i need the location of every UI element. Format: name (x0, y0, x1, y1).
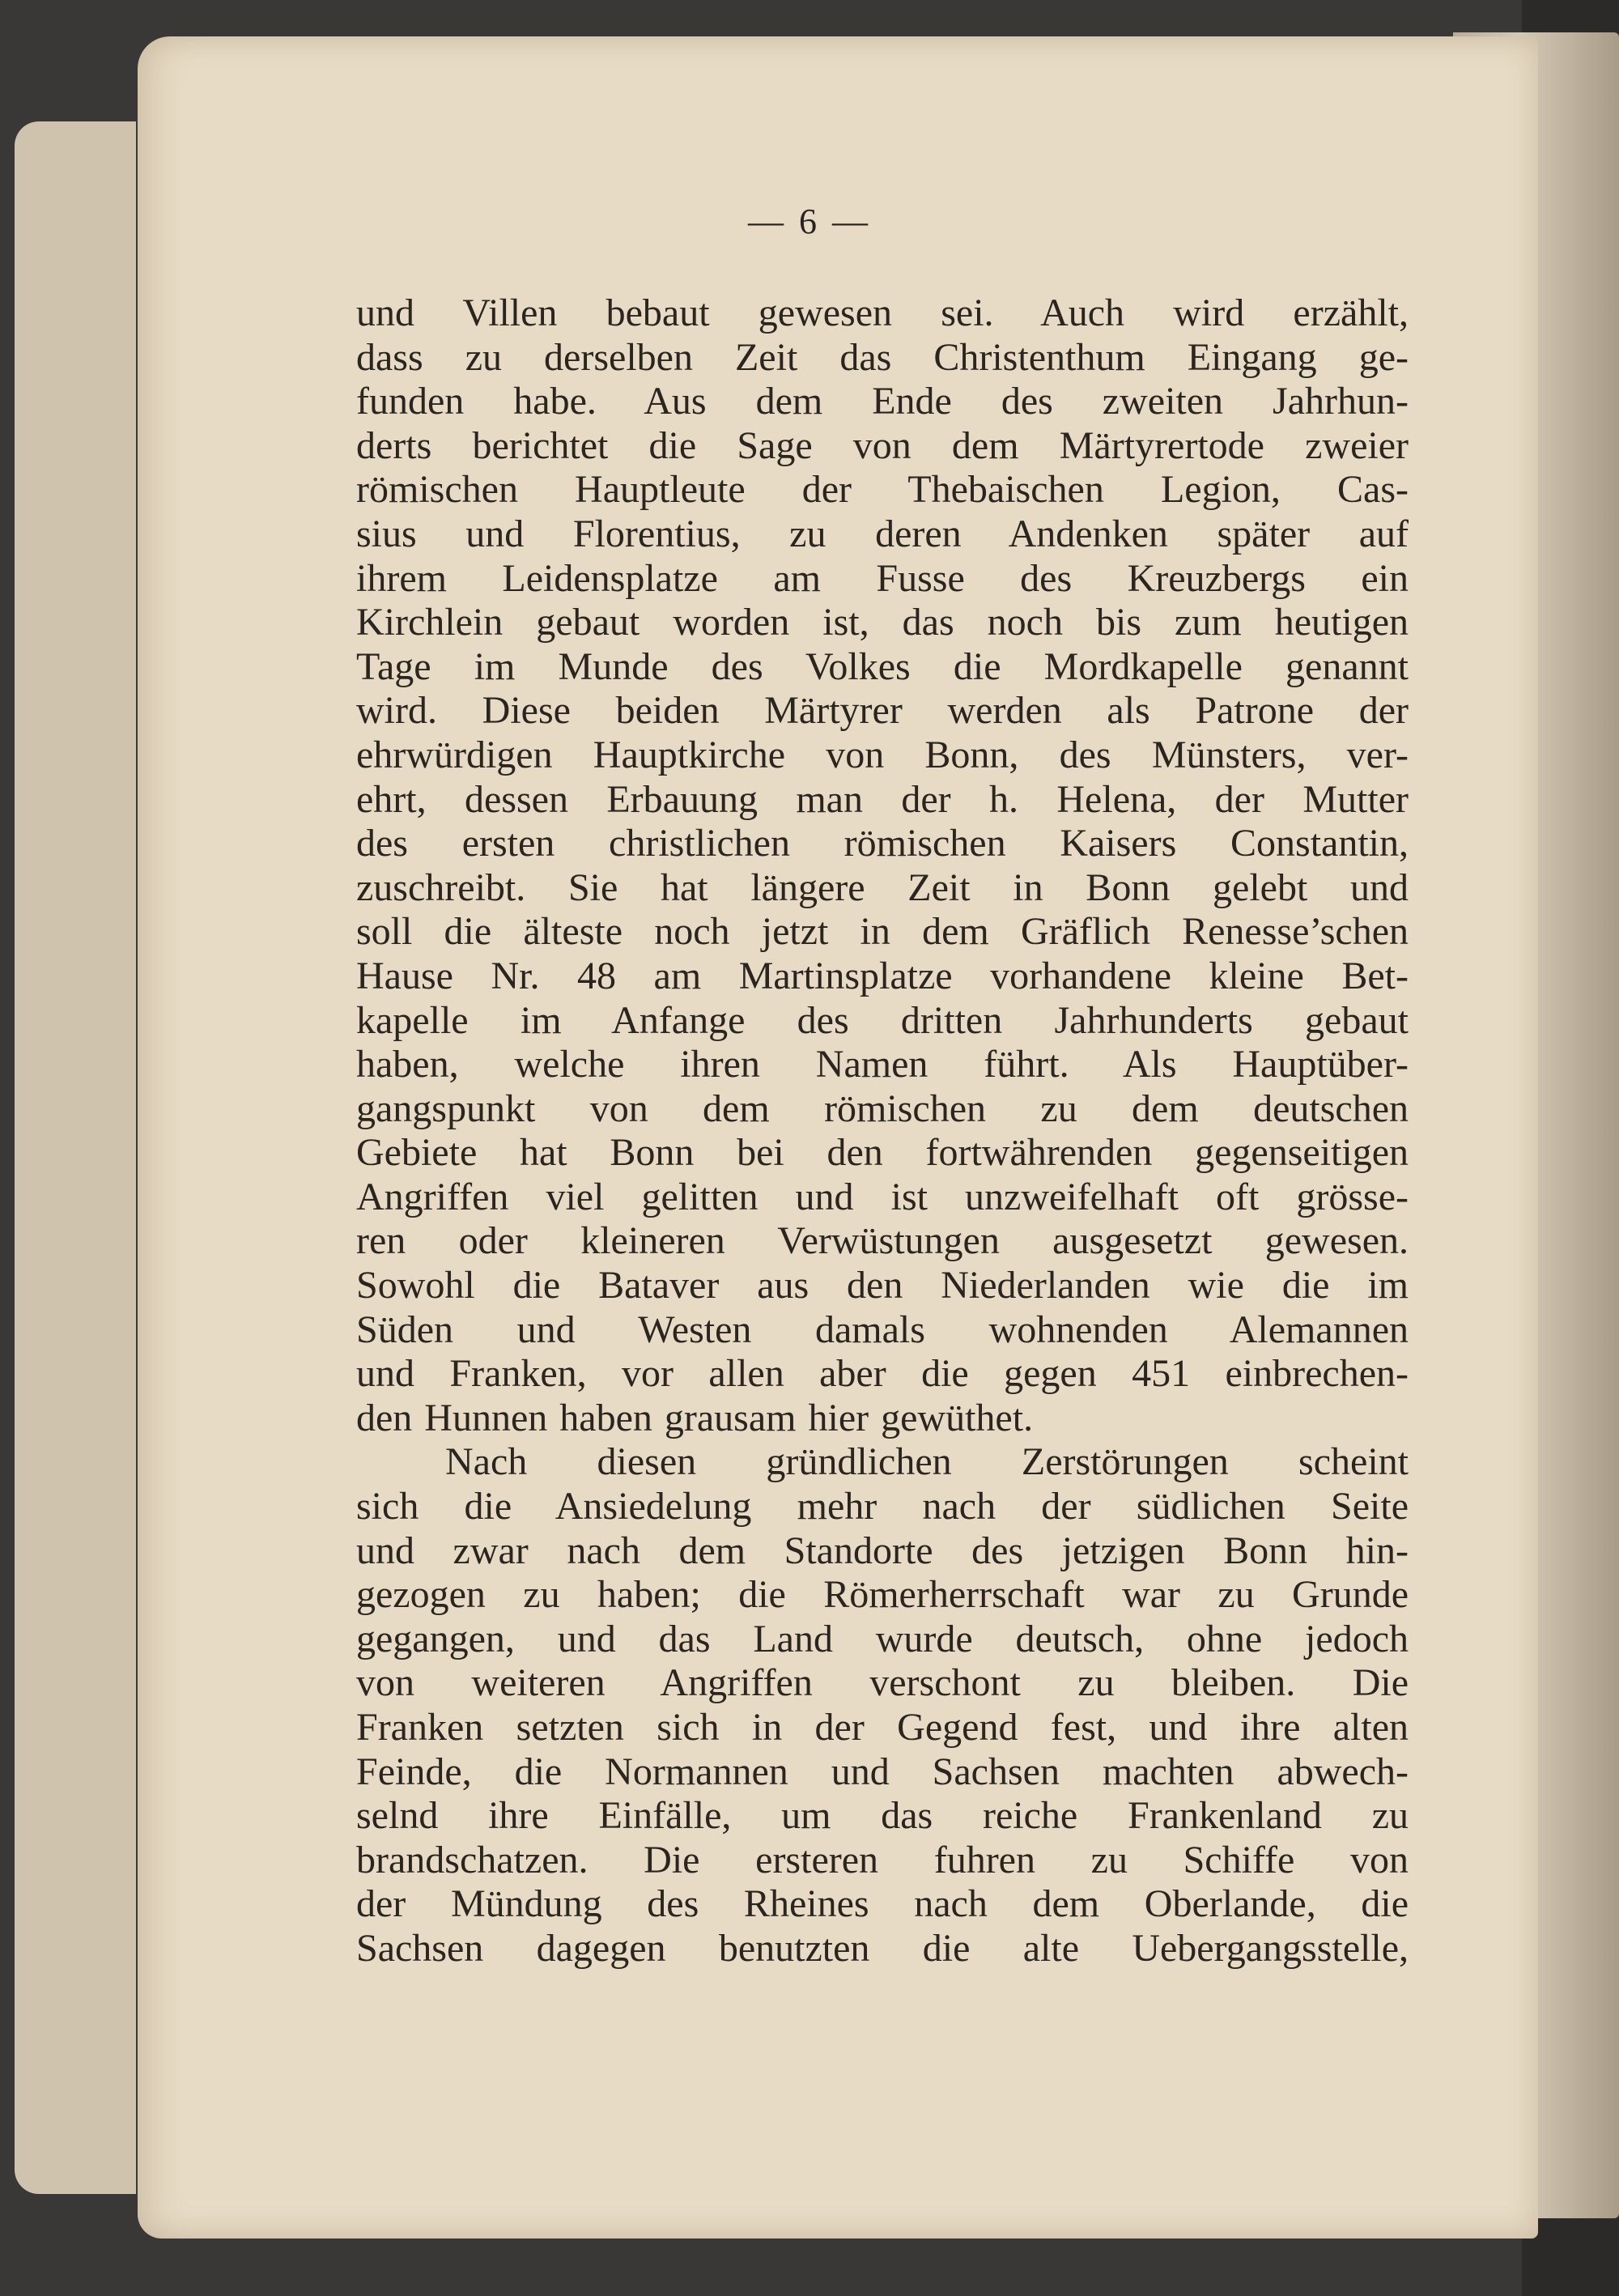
text-line: Sowohl die Bataver aus den Niederlanden wie die im (356, 1264, 1409, 1307)
text-line: derts berichtet die Sage von dem Märtyrertode zweier (356, 423, 1409, 467)
text-line: und zwar nach dem Standorte des jetzigen Bonn hin- (356, 1529, 1409, 1572)
text-line: den Hunnen haben grausam hier gewüthet. (356, 1396, 1034, 1439)
text-line: ihrem Leidensplatze am Fusse des Kreuzbergs ein (356, 556, 1409, 600)
page-stack-left (15, 121, 136, 2194)
text-line: Hause Nr. 48 am Martinsplatze vorhandene kleine Bet- (356, 954, 1409, 997)
page-number: — 6 — (748, 202, 871, 241)
text-line: Süden und Westen damals wohnenden Alemannen (356, 1307, 1409, 1351)
text-line: wird. Diese beiden Märtyrer werden als Patrone der (356, 689, 1409, 733)
text-line: und Franken, vor allen aber die gegen 451 einbrechen- (356, 1352, 1409, 1396)
text-line: gangspunkt von dem römischen zu dem deutschen (356, 1086, 1409, 1130)
text-line: ren oder kleineren Verwüstungen ausgesetzt gewesen. (356, 1219, 1409, 1263)
text-line: Franken setzten sich in der Gegend fest, und ihre alten (356, 1706, 1409, 1749)
text-line: römischen Hauptleute der Thebaischen Legion, Cas- (356, 468, 1409, 512)
text-line: und Villen bebaut gewesen sei. Auch wird erzählt, (356, 291, 1409, 334)
text-line: zuschreibt. Sie hat längere Zeit in Bonn gelebt und (356, 865, 1409, 909)
text-line: selnd ihre Einfälle, um das reiche Frankenland zu (356, 1794, 1409, 1838)
paragraph-1 (356, 291, 1409, 1440)
text-line: gegangen, und das Land wurde deutsch, ohne jedoch (356, 1617, 1409, 1660)
text-line: funden habe. Aus dem Ende des zweiten Jahrhun- (356, 380, 1409, 423)
text-line: der Mündung des Rheines nach dem Oberlande, die (356, 1882, 1409, 1926)
text-line: sius und Florentius, zu deren Andenken später auf (356, 512, 1409, 555)
text-line: Kirchlein gebaut worden ist, das noch bis zum heutigen (356, 601, 1409, 644)
paragraph-2 (356, 1440, 1409, 1971)
body-text (356, 291, 1409, 1971)
text-line: Feinde, die Normannen und Sachsen machten abwech- (356, 1750, 1409, 1793)
text-line: von weiteren Angriffen verschont zu bleiben. Die (356, 1661, 1409, 1705)
text-line: Angriffen viel gelitten und ist unzweifelhaft oft grösse- (356, 1175, 1409, 1218)
text-line: haben, welche ihren Namen führt. Als Hauptüber- (356, 1043, 1409, 1086)
text-line: ehrwürdigen Hauptkirche von Bonn, des Münsters, ver- (356, 733, 1409, 776)
text-line: des ersten christlichen römischen Kaisers Constantin, (356, 822, 1409, 865)
text-line: soll die älteste noch jetzt in dem Gräflich Renesse’schen (356, 910, 1409, 954)
text-line: gezogen zu haben; die Römerherrschaft war zu Grunde (356, 1573, 1409, 1617)
text-line: kapelle im Anfange des dritten Jahrhunderts gebaut (356, 998, 1409, 1042)
text-line: Tage im Munde des Volkes die Mordkapelle genannt (356, 644, 1409, 688)
text-line: dass zu derselben Zeit das Christenthum Eingang ge- (356, 335, 1409, 379)
text-line: sich die Ansiedelung mehr nach der südlichen Seite (356, 1485, 1409, 1529)
text-line: ehrt, dessen Erbauung man der h. Helena, der Mutter (356, 777, 1409, 821)
text-line: Nach diesen gründlichen Zerstörungen scheint (445, 1440, 1409, 1484)
text-line: Gebiete hat Bonn bei den fortwährenden gegenseitigen (356, 1131, 1409, 1175)
text-line: brandschatzen. Die ersteren fuhren zu Schiffe von (356, 1838, 1409, 1881)
text-line: Sachsen dagegen benutzten die alte Uebergangsstelle, (356, 1926, 1409, 1970)
